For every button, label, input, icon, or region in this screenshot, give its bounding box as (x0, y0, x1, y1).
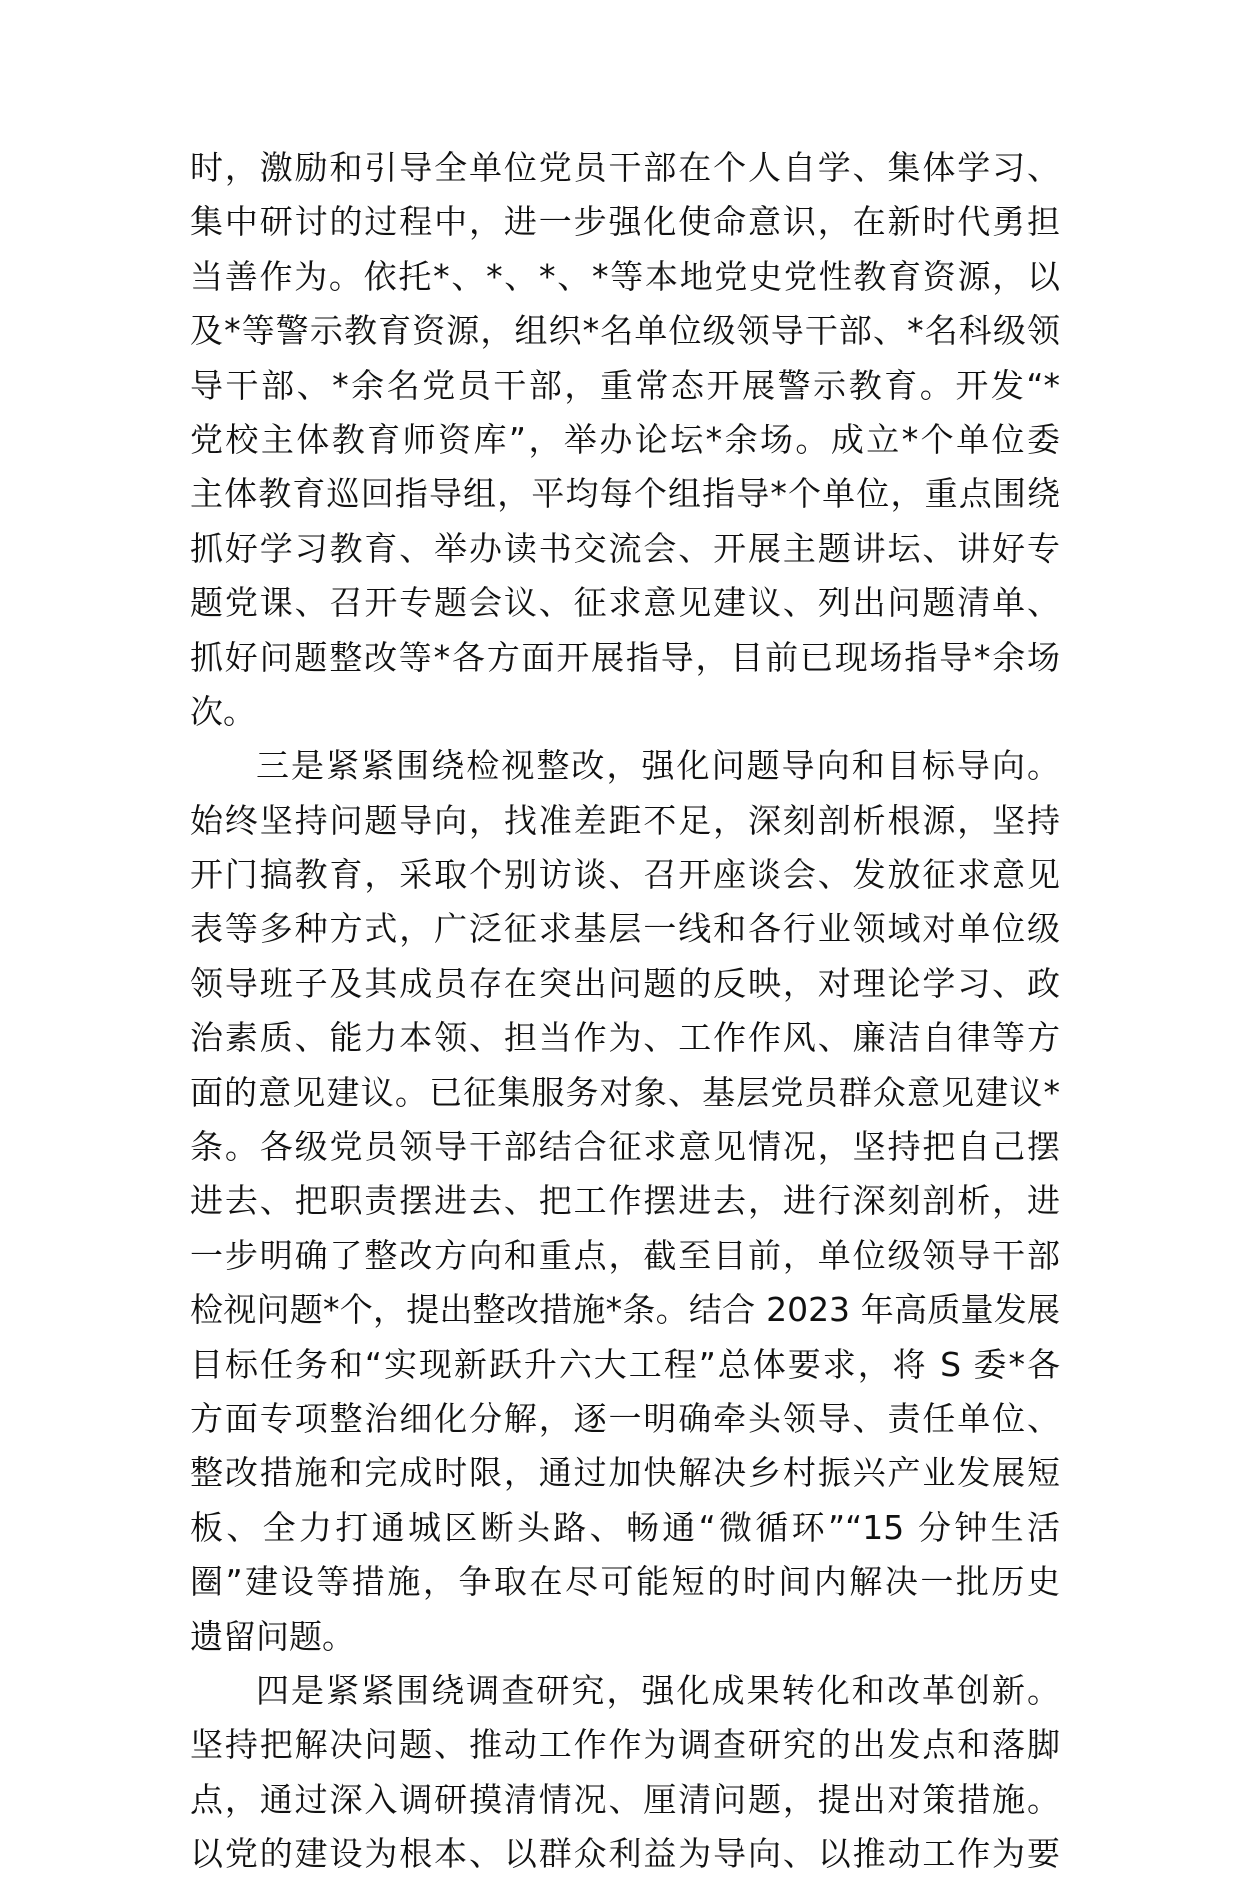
text-line: 集中研讨的过程中，进一步强化使命意识，在新时代勇担 (190, 202, 1060, 242)
text-line: 抓好问题整改等*各方面开展指导，目前已现场指导*余场 (190, 637, 1060, 677)
text-line: 一步明确了整改方向和重点，截至目前，单位级领导干部 (190, 1235, 1060, 1275)
text-line: 题党课、召开专题会议、征求意见建议、列出问题清单、 (190, 583, 1060, 623)
text-line: 整改措施和完成时限，通过加快解决乡村振兴产业发展短 (190, 1453, 1060, 1493)
text-line: 主体教育巡回指导组，平均每个组指导*个单位，重点围绕 (190, 474, 1060, 514)
text-line: 党校主体教育师资库”，举办论坛*余场。成立*个单位委 (190, 419, 1060, 459)
text-line: 遗留问题。 (190, 1616, 355, 1656)
text-line: 进去、把职责摆进去、把工作摆进去，进行深刻剖析，进 (190, 1181, 1060, 1221)
text-line: 始终坚持问题导向，找准差距不足，深刻剖析根源，坚持 (190, 800, 1060, 840)
text-line: 圈”建设等措施，争取在尽可能短的时间内解决一批历史 (190, 1562, 1060, 1602)
body-text (190, 141, 1060, 1882)
paragraph-heading: 三是紧紧围绕检视整改，强化问题导向和目标导向。 (256, 746, 1060, 786)
text-line: 坚持把解决问题、推动工作作为调查研究的出发点和落脚 (190, 1725, 1060, 1765)
text-line: 抓好学习教育、举办读书交流会、开展主题讲坛、讲好专 (190, 528, 1060, 568)
text-line: 开门搞教育，采取个别访谈、召开座谈会、发放征求意见 (190, 855, 1060, 895)
text-line: 条。各级党员领导干部结合征求意见情况，坚持把自己摆 (190, 1127, 1060, 1167)
text-line: 时，激励和引导全单位党员干部在个人自学、集体学习、 (190, 148, 1060, 187)
text-line: 点，通过深入调研摸清情况、厘清问题，提出对策措施。 (190, 1779, 1060, 1819)
paragraph-heading: 四是紧紧围绕调查研究，强化成果转化和改革创新。 (256, 1670, 1060, 1710)
text-line: 次。 (190, 691, 256, 731)
text-line: 面的意见建议。已征集服务对象、基层党员群众意见建议* (190, 1072, 1060, 1112)
text-line: 当善作为。依托*、*、*、*等本地党史党性教育资源，以 (190, 256, 1060, 296)
text-line: 及*等警示教育资源，组织*名单位级领导干部、*名科级领 (190, 311, 1060, 351)
text-line: 以党的建设为根本、以群众利益为导向、以推动工作为要 (190, 1834, 1060, 1874)
text-line: 治素质、能力本领、担当作为、工作作风、廉洁自律等方 (190, 1018, 1060, 1058)
text-line: 检视问题*个，提出整改措施*条。结合 2023 年高质量发展 (190, 1290, 1060, 1330)
text-line: 板、全力打通城区断头路、畅通“微循环”“15 分钟生活 (190, 1507, 1060, 1547)
text-line: 导干部、*余名党员干部，重常态开展警示教育。开发“* (190, 365, 1060, 405)
text-line: 方面专项整治细化分解，逐一明确牵头领导、责任单位、 (190, 1398, 1060, 1438)
text-line: 目标任务和“实现新跃升六大工程”总体要求，将 S 委*各 (190, 1344, 1060, 1384)
text-line: 领导班子及其成员存在突出问题的反映，对理论学习、政 (190, 963, 1060, 1003)
text-line: 表等多种方式，广泛征求基层一线和各行业领域对单位级 (190, 909, 1060, 949)
